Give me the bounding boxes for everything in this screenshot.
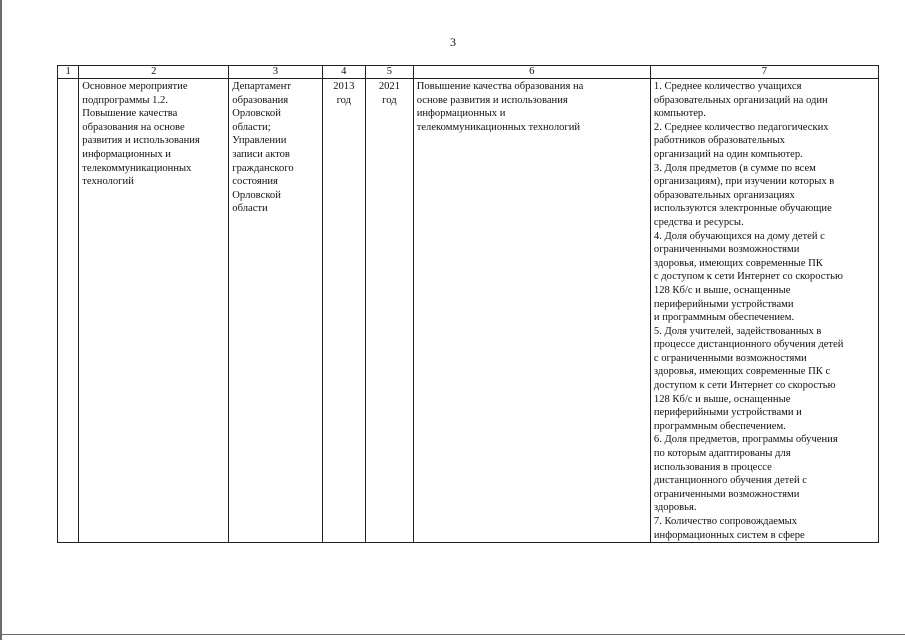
row-number-cell <box>58 79 79 543</box>
scan-left-edge <box>0 0 2 640</box>
page-number: 3 <box>450 35 456 49</box>
program-table <box>57 65 879 543</box>
executor-cell: Департамент образования Орловской области; Управлении записи актов гражданского состояния Орловской области <box>229 79 322 543</box>
end-year-cell: 2021 год <box>366 79 414 543</box>
expected-result-cell: Повышение качества образования на основе развития и использования информационных и телекоммуникационных технологий <box>413 79 650 543</box>
header-col-5: 5 <box>366 66 414 79</box>
activity-cell: Основное мероприятие подпрограммы 1.2. Повышение качества образования на основе развития и использования информационных и телекоммуникационных технологий <box>79 79 229 543</box>
header-col-6: 6 <box>413 66 650 79</box>
header-col-2: 2 <box>79 66 229 79</box>
indicator-item: 6. Доля предметов, программы обучения по которым адаптированы для использования в процессе дистанционного обучения детей с ограниченными возможностями здоровья. <box>653 434 838 514</box>
indicator-item: 1. Среднее количество учащихся образовательных организаций на один компьютер. <box>653 81 828 120</box>
indicator-item: 2. Среднее количество педагогических работников образовательных организаций на один компьютер. <box>653 121 829 160</box>
indicator-item: 5. Доля учителей, задействованных в процессе дистанционного обучения детей с ограниченными возможностями здоровья, имеющих современные ПК с доступом к сети Интернет со скоростью 128 Кб/с и выше, оснащенные периферийными устройствами и программным обеспечением. <box>653 325 844 432</box>
indicator-item: 3. Доля предметов (в сумме по всем организациям), при изучении которых в образовательных организациях используются электронные обучающие средства и ресурсы. <box>653 162 835 228</box>
header-col-3: 3 <box>229 66 322 79</box>
header-col-1: 1 <box>58 66 79 79</box>
header-col-4: 4 <box>322 66 366 79</box>
header-col-7: 7 <box>650 66 878 79</box>
table-row <box>58 79 879 543</box>
scan-bottom-edge <box>0 634 905 635</box>
table-header-row <box>58 66 879 79</box>
indicators-cell <box>650 79 878 543</box>
indicator-item: 7. Количество сопровождаемых информационных систем в сфере <box>653 516 805 541</box>
indicator-item: 4. Доля обучающихся на дому детей с ограниченными возможностями здоровья, имеющих современные ПК с доступом к сети Интернет со скоростью 128 Кб/с и выше, оснащенные периферийными устройствами и программным обеспечением. <box>653 230 843 324</box>
start-year-cell: 2013 год <box>322 79 366 543</box>
